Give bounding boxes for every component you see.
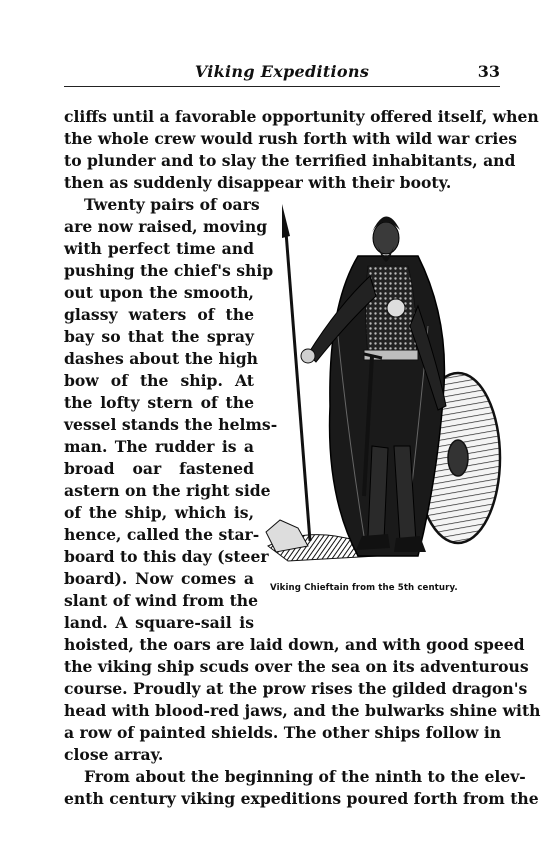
text-line: board). Now comes a bbox=[64, 569, 254, 588]
text-line: the whole crew would rush forth with wild war cries bbox=[64, 129, 518, 148]
text-line: pushing the chief's ship bbox=[64, 261, 274, 280]
text-line: the viking ship scuds over the sea on its adventurous bbox=[64, 657, 529, 676]
text-line: are now raised, moving bbox=[64, 217, 268, 236]
text-line: of the ship, which is, bbox=[64, 503, 254, 522]
running-title: Viking Expeditions bbox=[194, 62, 370, 81]
text-line: close array. bbox=[64, 745, 164, 764]
viking-chieftain-illustration bbox=[268, 196, 502, 576]
page-number: 33 bbox=[477, 62, 500, 81]
text-line: to plunder and to slay the terrified inhabitants, and bbox=[64, 151, 516, 170]
text-line: course. Proudly at the prow rises the gilded dragon's bbox=[64, 679, 528, 698]
text-line: dashes about the high bbox=[64, 349, 259, 368]
text-line: with perfect time and bbox=[64, 239, 254, 258]
figure-caption: Viking Chieftain from the 5th century. bbox=[270, 583, 458, 593]
text-line: Twenty pairs of oars bbox=[84, 195, 260, 214]
running-head bbox=[64, 62, 500, 86]
text-line: vessel stands the helms- bbox=[64, 415, 278, 434]
text-line: hoisted, the oars are laid down, and with good speed bbox=[64, 635, 525, 654]
text-line: hence, called the star- bbox=[64, 525, 260, 544]
text-line: out upon the smooth, bbox=[64, 283, 254, 302]
text-line: glassy waters of the bbox=[64, 305, 254, 324]
text-line: cliffs until a favorable opportunity offered itself, when bbox=[64, 107, 539, 126]
text-line: From about the beginning of the ninth to the elev- bbox=[84, 767, 526, 786]
text-line: man. The rudder is a bbox=[64, 437, 254, 456]
text-line: enth century viking expeditions poured forth from the bbox=[64, 789, 539, 808]
text-line: bay so that the spray bbox=[64, 327, 254, 346]
text-line: the lofty stern of the bbox=[64, 393, 254, 412]
text-line: a row of painted shields. The other ships follow in bbox=[64, 723, 502, 742]
text-line: then as suddenly disappear with their booty. bbox=[64, 173, 452, 192]
text-line: land. A square-sail is bbox=[64, 613, 254, 632]
text-line: head with blood-red jaws, and the bulwarks shine with bbox=[64, 701, 541, 720]
header-rule bbox=[64, 86, 500, 87]
text-line: broad oar fastened bbox=[64, 459, 254, 478]
text-line: astern on the right side bbox=[64, 481, 271, 500]
text-line: slant of wind from the bbox=[64, 591, 259, 610]
text-line: bow of the ship. At bbox=[64, 371, 254, 390]
text-line: board to this day (steer bbox=[64, 547, 269, 566]
